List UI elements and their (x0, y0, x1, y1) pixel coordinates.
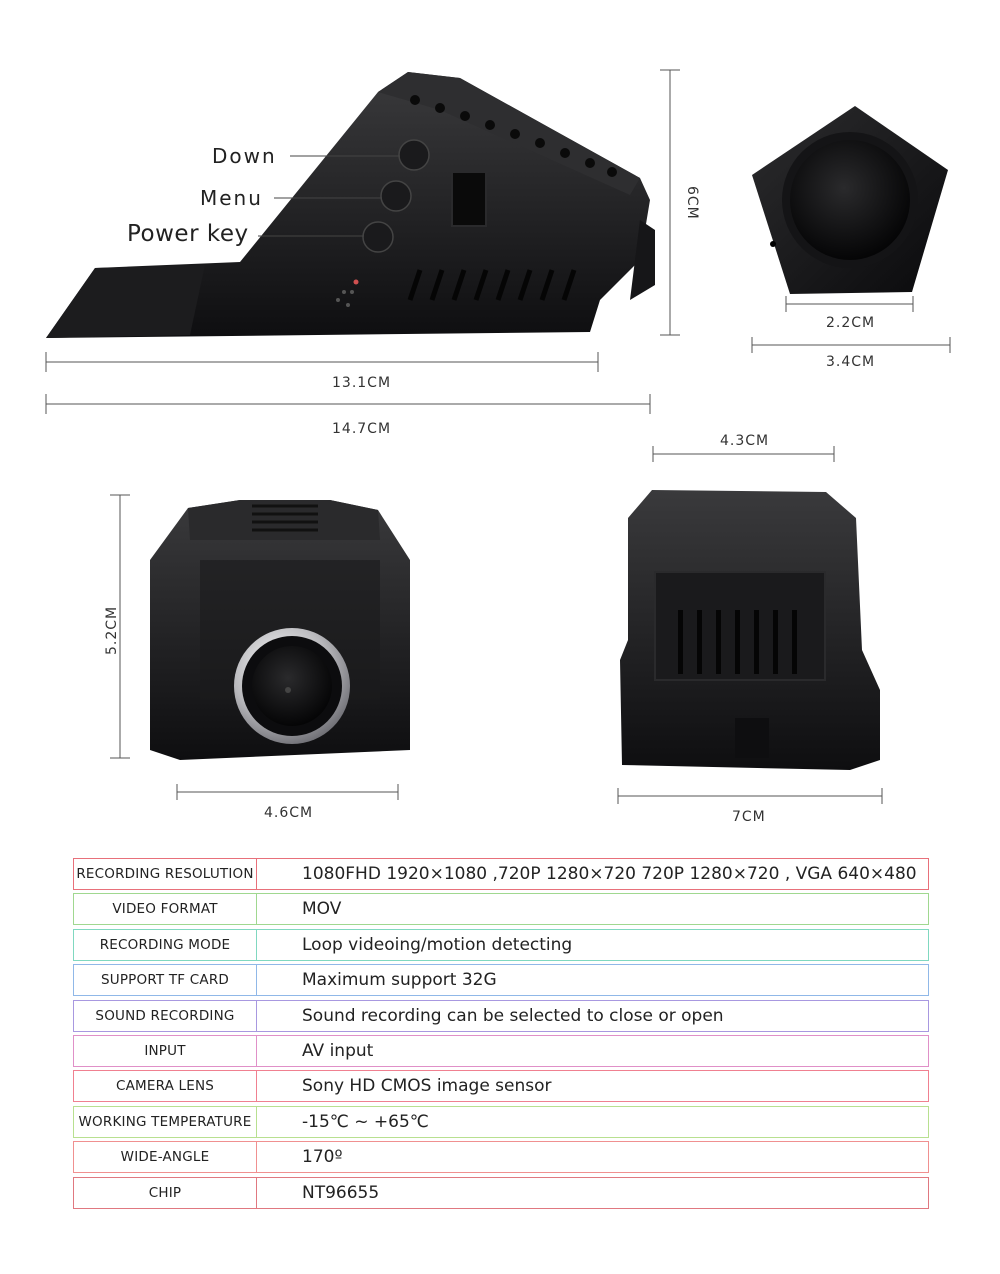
spec-label: WIDE-ANGLE (73, 1141, 257, 1173)
spec-label: WORKING TEMPERATURE (73, 1106, 257, 1138)
front-view-camera (150, 500, 410, 760)
top-view-camera (620, 490, 880, 770)
spec-row (73, 858, 929, 890)
spec-row (73, 929, 929, 961)
spec-row (73, 1035, 929, 1067)
spec-label: SOUND RECORDING (73, 1000, 257, 1032)
spec-value: Maximum support 32G (257, 964, 929, 996)
spec-row (73, 1141, 929, 1173)
dim-rear-outer: 3.4CM (826, 354, 876, 370)
spec-value: 170º (257, 1141, 929, 1173)
spec-label: VIDEO FORMAT (73, 893, 257, 925)
spec-value: -15℃ ~ +65℃ (257, 1106, 929, 1138)
spec-table (73, 858, 929, 1212)
spec-value: Loop videoing/motion detecting (257, 929, 929, 961)
rear-view-camera (752, 106, 948, 294)
dim-rear-inner: 2.2CM (826, 315, 876, 331)
spec-label: CAMERA LENS (73, 1070, 257, 1102)
spec-row (73, 1106, 929, 1138)
spec-value: Sound recording can be selected to close or open (257, 1000, 929, 1032)
dim-top-width: 4.3CM (720, 433, 770, 449)
spec-row (73, 1000, 929, 1032)
side-view-camera (46, 72, 655, 338)
spec-value: AV input (257, 1035, 929, 1067)
down-button-label: Down (212, 144, 277, 168)
dim-height-side: 6CM (684, 186, 700, 220)
spec-label: INPUT (73, 1035, 257, 1067)
dim-length-total: 14.7CM (332, 421, 392, 437)
spec-row (73, 1070, 929, 1102)
dim-top-length: 7CM (732, 809, 766, 825)
spec-label: CHIP (73, 1177, 257, 1209)
spec-row (73, 1177, 929, 1209)
menu-button-label: Menu (200, 186, 263, 210)
dim-front-height: 5.2CM (104, 605, 120, 655)
dim-front-width: 4.6CM (264, 805, 314, 821)
spec-row (73, 964, 929, 996)
spec-value: Sony HD CMOS image sensor (257, 1070, 929, 1102)
spec-value: MOV (257, 893, 929, 925)
spec-label: RECORDING MODE (73, 929, 257, 961)
spec-row (73, 893, 929, 925)
spec-label: SUPPORT TF CARD (73, 964, 257, 996)
spec-value: 1080FHD 1920×1080 ,720P 1280×720 720P 1280×720 , VGA 640×480 (257, 858, 929, 890)
spec-label: RECORDING RESOLUTION (73, 858, 257, 890)
spec-value: NT96655 (257, 1177, 929, 1209)
dim-length-inner: 13.1CM (332, 375, 392, 391)
power-key-label: Power key (127, 221, 249, 247)
